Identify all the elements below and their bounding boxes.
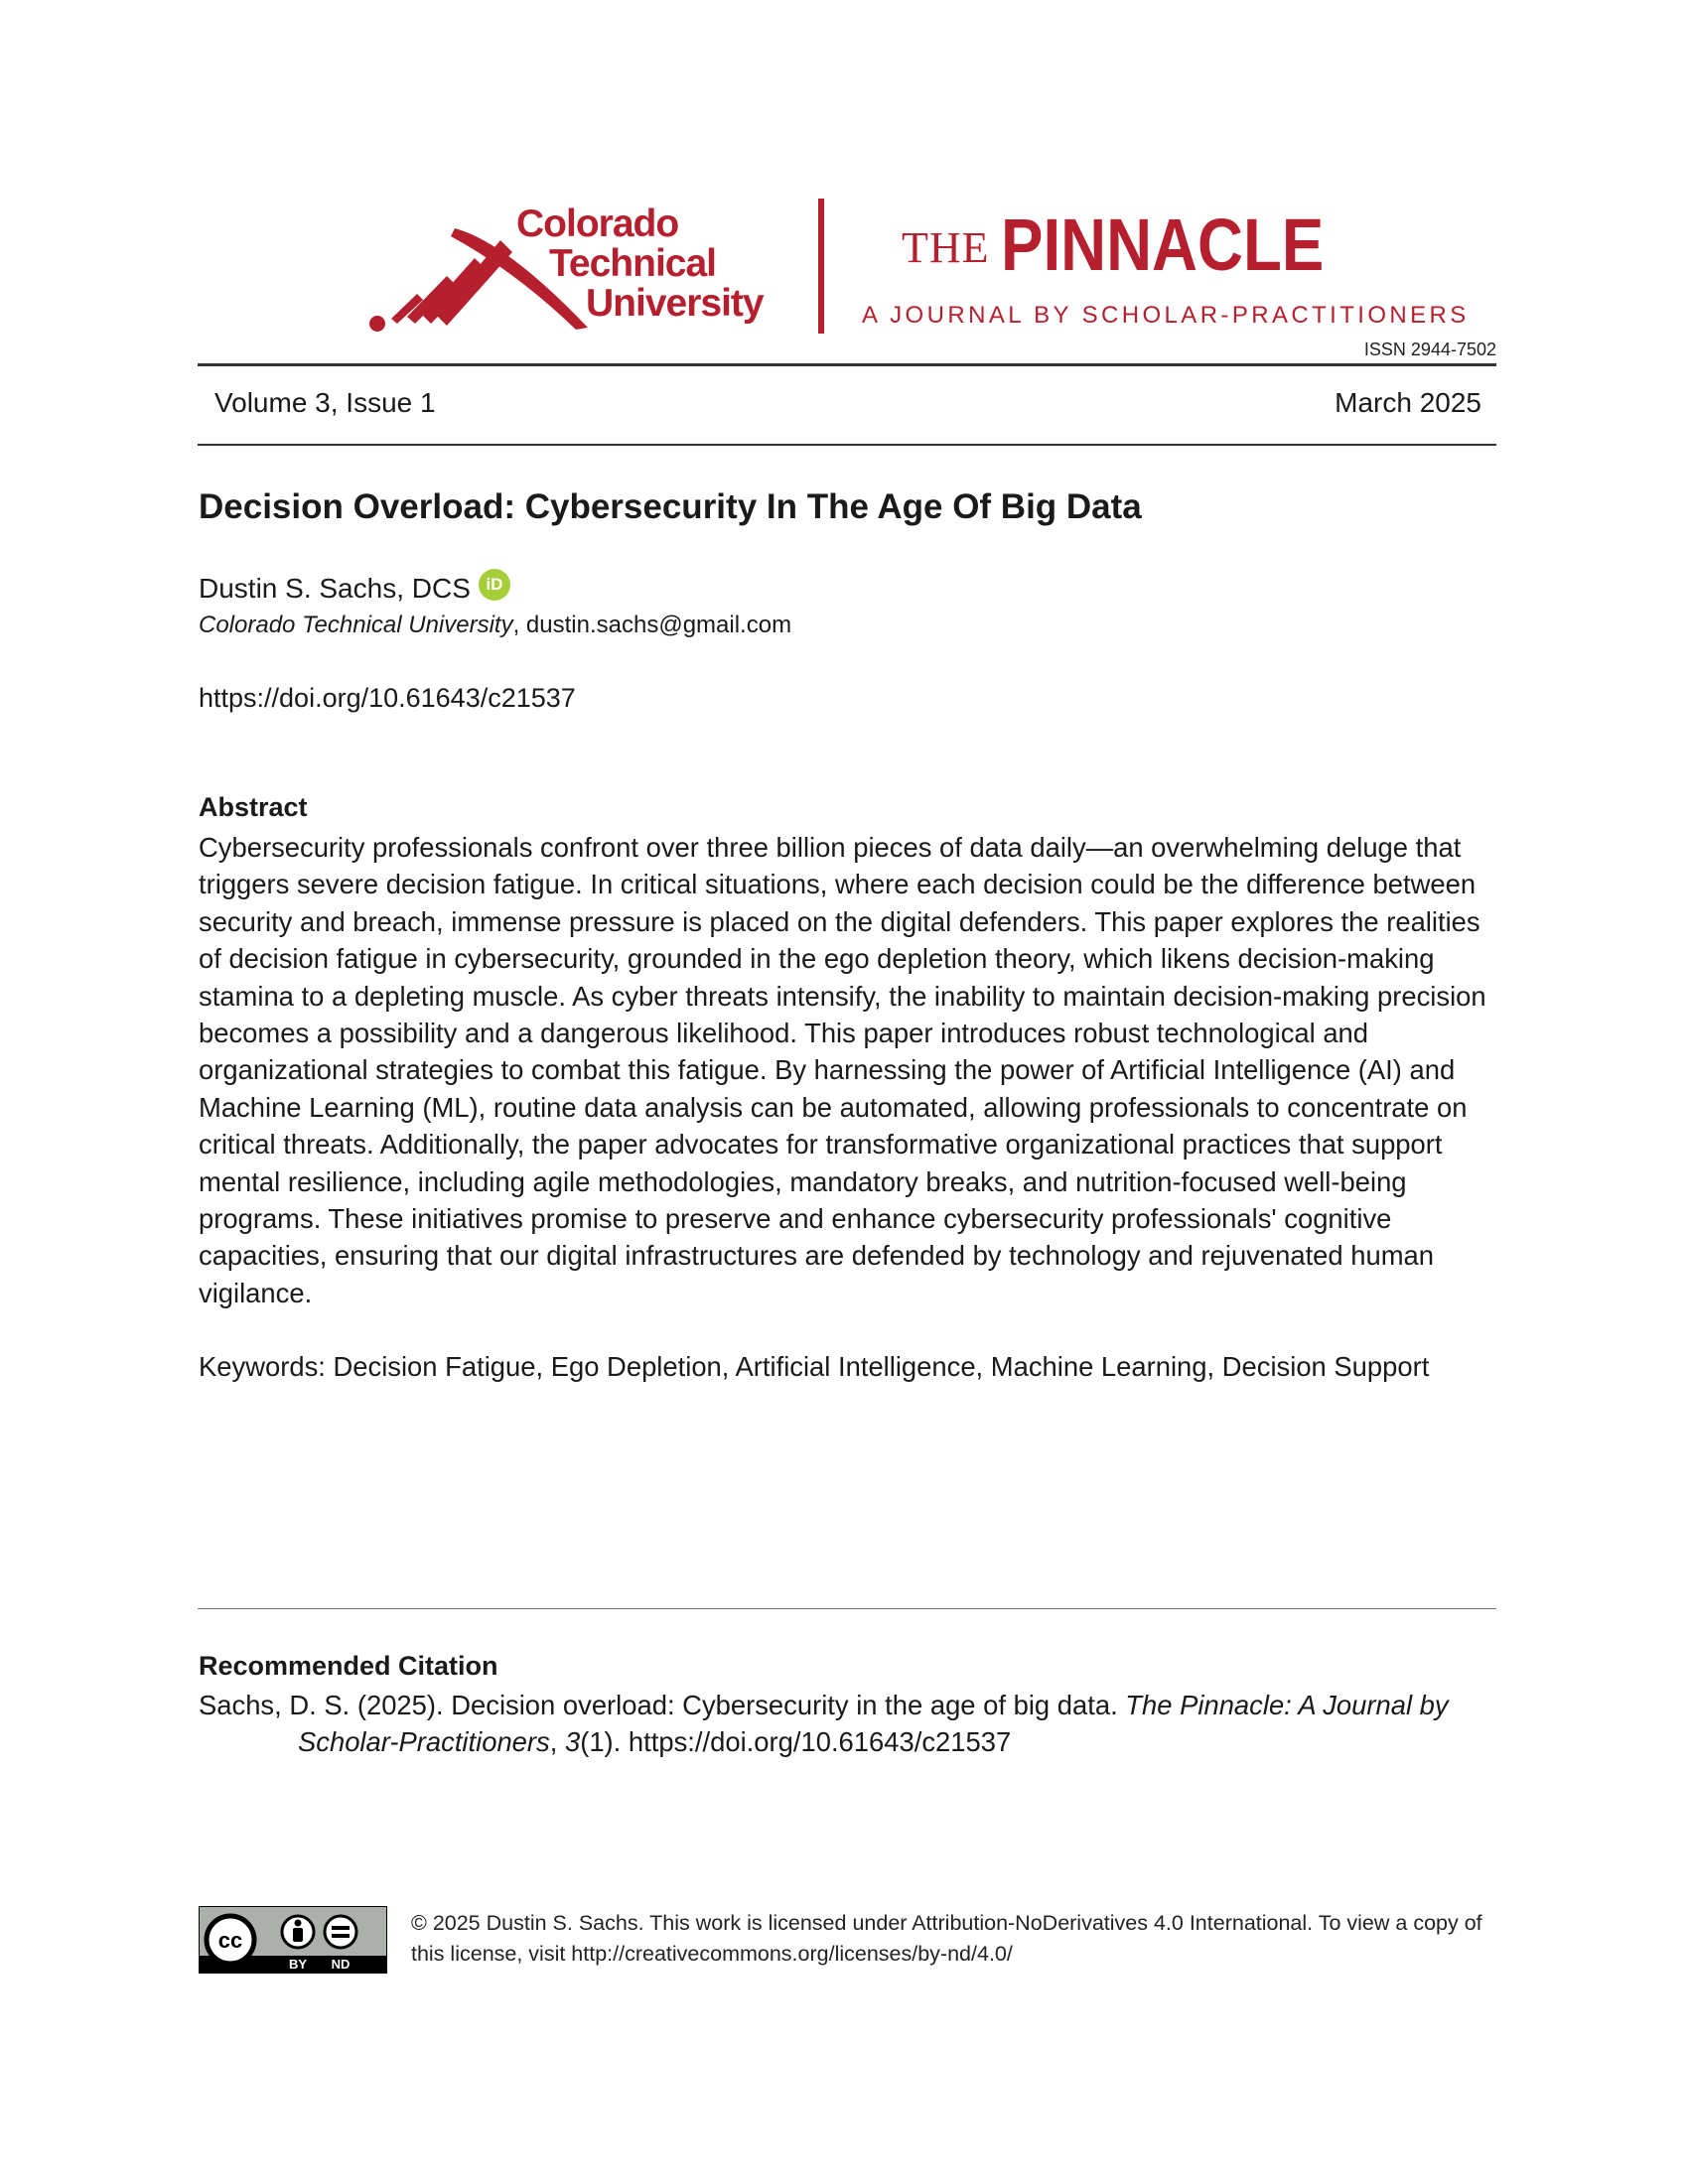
citation-part-2: , <box>549 1726 565 1758</box>
ctu-logo <box>367 203 784 332</box>
citation-heading: Recommended Citation <box>199 1651 498 1681</box>
ctu-name-line-2: Technical <box>549 242 717 285</box>
citation-rule <box>198 1608 1496 1609</box>
issue-rule-top <box>198 363 1496 366</box>
cc-nd-label: ND <box>331 1957 351 1972</box>
author-name: Dustin S. Sachs, DCS <box>199 573 471 604</box>
citation-part-3: (1). https://doi.org/10.61643/c21537 <box>580 1726 1012 1758</box>
cc-badge-label: cc <box>217 1928 243 1953</box>
doi-link[interactable]: https://doi.org/10.61643/c21537 <box>199 683 576 713</box>
citation-volume: 3 <box>564 1726 581 1758</box>
ctu-name-line-1: Colorado <box>516 203 679 245</box>
citation-body <box>199 1687 1489 1761</box>
license-text: © 2025 Dustin S. Sachs. This work is licensed under Attribution-NoDerivatives 4.0 International. To view a copy of this license, visit http://creativecommons.org/licenses/by-nd/4.0/ <box>411 1911 1482 1966</box>
affiliation-email: , dustin.sachs@gmail.com <box>512 612 792 638</box>
abstract-heading: Abstract <box>199 792 308 822</box>
journal-tagline: A JOURNAL BY SCHOLAR-PRACTITIONERS <box>862 302 1470 329</box>
masthead-divider <box>818 199 824 334</box>
issue-rule-bottom <box>198 444 1496 446</box>
ctu-name-line-3: University <box>586 282 764 325</box>
abstract-body: Cybersecurity professionals confront over three billion pieces of data daily—an overwhelming deluge that triggers severe decision fatigue. In critical situations, where each decision could be the difference between security and breach, immense pressure is placed on the digital defenders. This paper explores the realities of decision fatigue in cybersecurity, grounded in the ego depletion theory, which likens decision-making stamina to a depleting muscle. As cyber threats intensify, the inability to maintain decision-making precision becomes a possibility and a dangerous likelihood. This paper introduces robust technological and organizational strategies to combat this fatigue. By harnessing the power of Artificial Intelligence (AI) and Machine Learning (ML), routine data analysis can be automated, allowing professionals to concentrate on critical threats. Additionally, the paper advocates for transformative organizational practices that support mental resilience, including agile methodologies, mandatory breaks, and nutrition-focused well-being programs. These initiatives promise to preserve and enhance cybersecurity professionals' cognitive capacities, ensuring that our digital infrastructures are defended by technology and rejuvenated human vigilance. <box>199 832 1486 1308</box>
article-title: Decision Overload: Cybersecurity In The Age Of Big Data <box>199 487 1142 526</box>
journal-name: PINNACLE <box>1001 204 1325 286</box>
affiliation <box>199 614 791 637</box>
orcid-icon[interactable] <box>479 569 510 601</box>
volume-issue: Volume 3, Issue 1 <box>214 387 436 418</box>
author-line <box>199 573 510 605</box>
cc-by-label: BY <box>288 1957 308 1972</box>
orcid-label: iD <box>486 575 503 594</box>
affiliation-institution: Colorado Technical University <box>199 612 513 638</box>
cc-by-nd-icon[interactable] <box>199 1906 387 1974</box>
citation-part-1: Sachs, D. S. (2025). Decision overload: Cybersecurity in the age of big data. <box>199 1690 1126 1720</box>
keywords: Keywords: Decision Fatigue, Ego Depletion, Artificial Intelligence, Machine Learning, Decision Support <box>199 1351 1430 1382</box>
issn: ISSN 2944-7502 <box>1363 340 1496 359</box>
citation-journal: The Pinnacle: A Journal by Scholar-Practitioners <box>298 1690 1449 1758</box>
journal-article: THE <box>902 223 990 272</box>
issue-date: March 2025 <box>1335 387 1481 418</box>
